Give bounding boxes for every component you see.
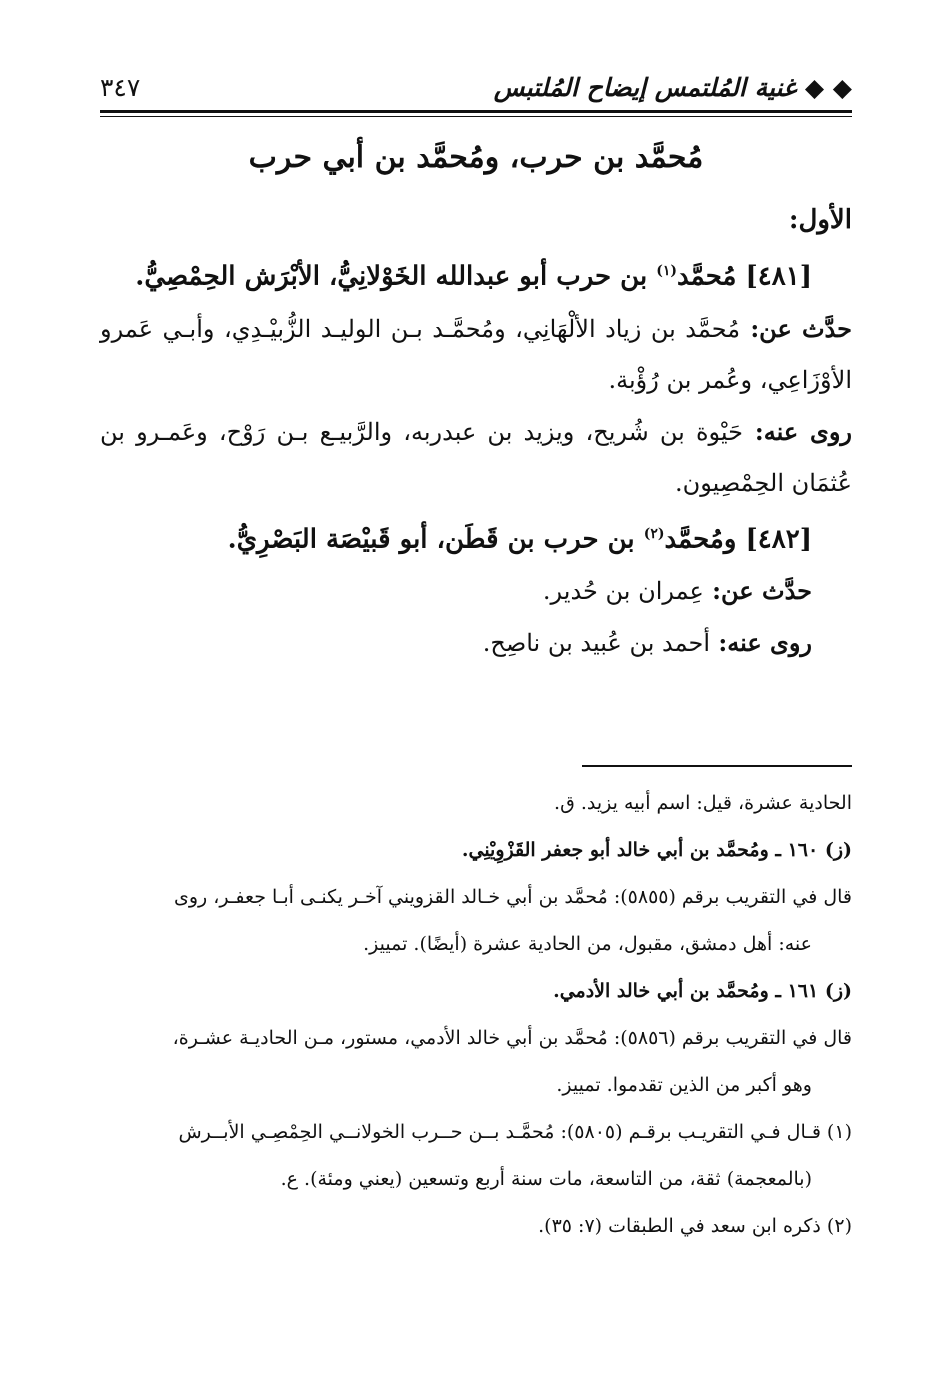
- entry-481-name-rest: بن حرب أبو عبدالله الخَوْلانِيُّ، الأبْرَش الحِمْصِيُّ.: [135, 261, 657, 292]
- narrated-from-text: مُحمَّد بن زياد الألْهَانِي، ومُحمَّـد بـن الوليـد الزُّبيْـدِي، وأبـي عَمرو الأوْزَاعِي، وعُمر بن رُؤْبة.: [100, 314, 852, 394]
- addendum-160-text: قال في التقريب برقم (٥٨٥٥): مُحمَّد بن أبي خـالد القزويني آخـر يكنـى أبـا جعفـر، روى: [173, 886, 852, 908]
- narrated-by-text: حَيْوة بن شُريح، ويزيد بن عبدربه، والرَّبيـع بـن رَوْح، وعَمـرو بن عُثمَان الحِمْصِيون.: [100, 417, 852, 497]
- entry-481-narrated-by: [100, 406, 852, 509]
- header-rule-thick: [100, 110, 852, 113]
- entry-482-name: [٤٨٢] ومُحمَّد: [664, 524, 812, 555]
- footnote-2-text: (٢) ذكره ابن سعد في الطبقات (٧: ٣٥).: [538, 1215, 852, 1237]
- header-rule-thin: [100, 116, 852, 117]
- footnote-ref-2: (٢): [643, 525, 665, 542]
- footnote-line: الحادية عشرة، قيل: اسم أبيه يزيد. ق.: [554, 792, 852, 814]
- running-header: [100, 64, 852, 110]
- chapter-title: مُحمَّد بن حرب، ومُحمَّد بن أبي حرب: [248, 140, 704, 175]
- narrated-by-text: أحمد بن عُبيد بن ناصِح.: [482, 629, 711, 658]
- entry-482-narrated-by: [100, 617, 852, 669]
- entry-482-heading: [100, 509, 852, 566]
- addendum-161-continuation: وهو أكبر من الذين تقدموا. تمييز.: [556, 1074, 812, 1096]
- narrated-from-text: عِمران بن حُدير.: [542, 577, 704, 606]
- narrated-by-label: روى عنه:: [743, 416, 853, 446]
- entry-481-heading: [100, 246, 852, 303]
- narrated-by-label: روى عنه:: [710, 628, 812, 658]
- entry-481-name: [٤٨١] مُحمَّد: [677, 261, 812, 292]
- section-label: الأول:: [788, 205, 852, 235]
- addendum-160-heading: (ز) ١٦٠ ـ ومُحمَّد بن أبي خالد أبو جعفر القَزْوِيْنِي.: [461, 839, 852, 861]
- main-text: [100, 195, 852, 669]
- page-number: ٣٤٧: [100, 72, 141, 102]
- entry-481-narrated-from: [100, 303, 852, 406]
- addendum-161-text: قال في التقريب برقم (٥٨٥٦): مُحمَّد بن أبي خالد الأدمي، مستور، مـن الحاديـة عشـرة،: [172, 1027, 852, 1049]
- entry-482-narrated-from: [100, 565, 852, 617]
- footnote-1-text: (١) قـال فـي التقريـب برقـم (٥٨٠٥): مُحمَّـد بــن حــرب الخولانــي الحِمْصِـي الأبــرش: [178, 1121, 852, 1143]
- footnote-ref-1: (١): [656, 263, 678, 279]
- entry-482-name-rest: بن حرب بن قَطَن، أبو قَبيْصَة البَصْرِيُّ.: [227, 524, 644, 555]
- narrated-from-label: حدَّث عن:: [740, 313, 852, 343]
- header-title: ◆ ◆ غنية المُلتمس إيضاح المُلتبس: [493, 72, 852, 102]
- addendum-161-heading: (ز) ١٦١ ـ ومُحمَّد بن أبي خالد الأدمي.: [553, 980, 852, 1002]
- footnote-1-continuation: (بالمعجمة) ثقة، من التاسعة، مات سنة أربع وتسعين (يعني ومئة). ع.: [280, 1168, 812, 1190]
- narrated-from-label: حدَّث عن:: [703, 576, 812, 606]
- footnotes: [100, 780, 852, 1250]
- addendum-160-continuation: عنه: أهل دمشق، مقبول، من الحادية عشرة (أيضًا). تمييز.: [363, 933, 812, 955]
- footnote-separator: [582, 765, 852, 767]
